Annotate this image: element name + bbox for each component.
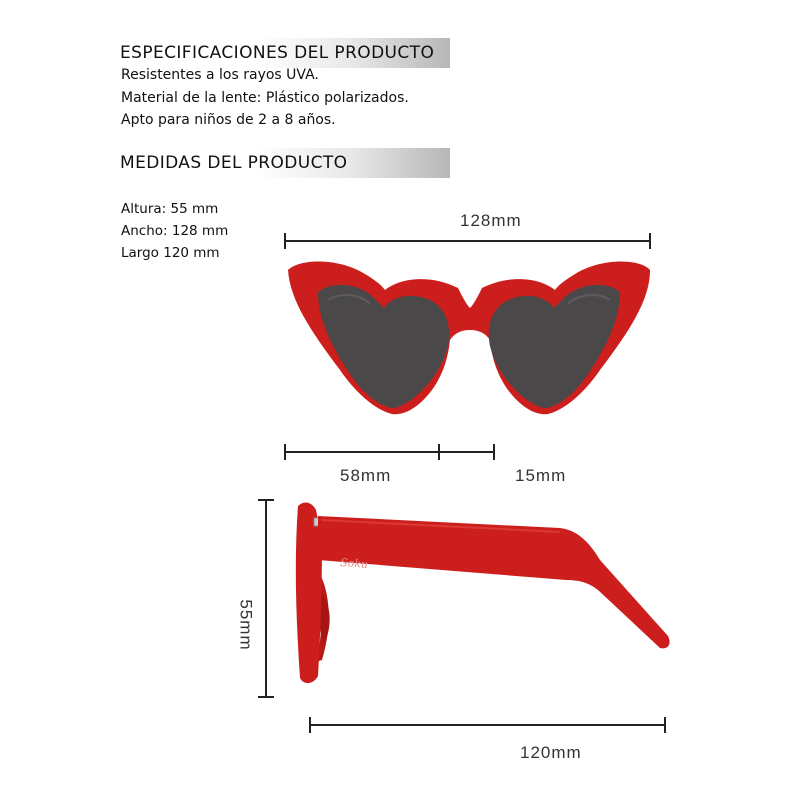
- specs-title: ESPECIFICACIONES DEL PRODUCTO: [120, 43, 435, 63]
- width-label: 128mm: [460, 211, 522, 230]
- height-label: 55mm: [236, 599, 256, 651]
- spec-line-uv: Resistentes a los rayos UVA.: [121, 67, 319, 83]
- side-temple-arm: [318, 516, 670, 648]
- lens-width-label: 58mm: [340, 466, 392, 485]
- spec-line-age: Apto para niños de 2 a 8 años.: [121, 112, 336, 128]
- measure-line-height: Altura: 55 mm: [121, 201, 219, 217]
- lens-bridge-dimension-line: [285, 444, 494, 460]
- measure-line-length: Largo 120 mm: [121, 245, 220, 261]
- bridge-width-label: 15mm: [515, 466, 567, 485]
- length-label: 120mm: [520, 743, 582, 762]
- measures-title: MEDIDAS DEL PRODUCTO: [120, 153, 348, 173]
- brand-logo: Soku: [339, 556, 369, 571]
- width-dimension-line: [285, 233, 650, 249]
- glasses-front-view: [288, 261, 650, 414]
- measure-line-width: Ancho: 128 mm: [121, 223, 229, 239]
- glasses-side-view: [296, 503, 670, 684]
- length-dimension-line: [310, 717, 665, 733]
- spec-line-material: Material de la lente: Plástico polarizados.: [121, 90, 409, 106]
- height-dimension-line: [258, 500, 274, 697]
